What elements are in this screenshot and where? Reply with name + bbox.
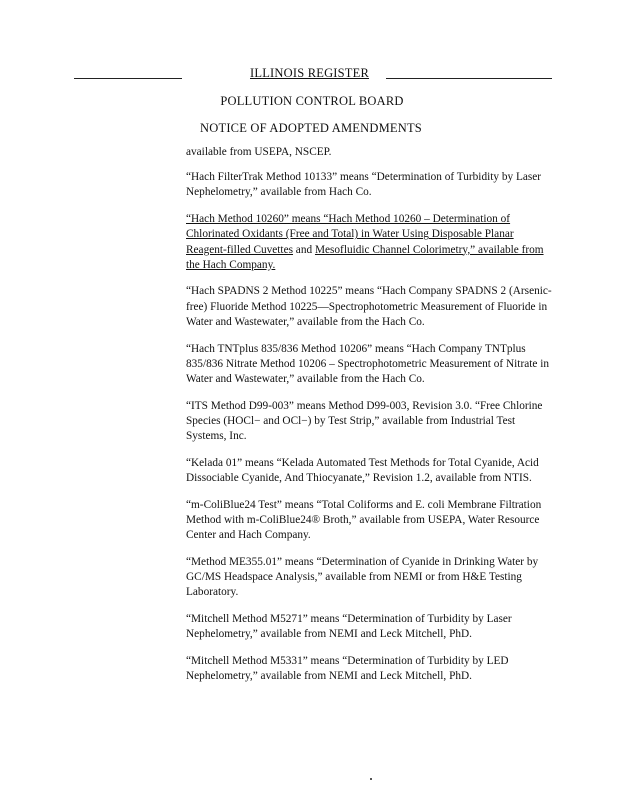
definition-hach-spadns: “Hach SPADNS 2 Method 10225” means “Hach Company SPADNS 2 (Arsenic-free) Fluoride Method 10225—Spectrophotometric Measurement of Fluoride in Water and Wastewater,” available from the Hach Co. bbox=[186, 285, 552, 328]
definition-hach-tntplus: “Hach TNTplus 835/836 Method 10206” means “Hach Company TNTplus 835/836 Nitrate Method 10206 – Spectrophotometric Measurement of Nitrate in Water and Wastewater,” available from the Hach Co. bbox=[186, 342, 549, 385]
board-title: POLLUTION CONTROL BOARD bbox=[220, 94, 404, 108]
inserted-text-2: Mesofluidic Channel Colorimetry,” available from the Hach Company. bbox=[186, 243, 544, 271]
notice-title: NOTICE OF ADOPTED AMENDMENTS bbox=[200, 121, 422, 135]
register-title: ILLINOIS REGISTER bbox=[250, 66, 370, 80]
definition-kelada: “Kelada 01” means “Kelada Automated Test Methods for Total Cyanide, Acid Dissociable Cyanide, And Thiocyanate,” Revision 1.2, available from NTIS. bbox=[186, 456, 539, 484]
definition-hach-filtertrak: “Hach FilterTrak Method 10133” means “Determination of Turbidity by Laser Nephelometry,” available from Hach Co. bbox=[186, 171, 542, 199]
definition-hach-10260 bbox=[186, 212, 554, 273]
definition-mitchell-m5331: “Mitchell Method M5331” means “Determination of Turbidity by LED Nephelometry,” available from NEMI and Leck Mitchell, PhD. bbox=[186, 654, 509, 682]
register-header bbox=[74, 66, 552, 82]
continuation-line: available from USEPA, NSCEP. bbox=[186, 146, 332, 158]
definition-m-coliblue: “m-ColiBlue24 Test” means “Total Coliforms and E. coli Membrane Filtration Method with m-ColiBlue24® Broth,” available from USEPA, Water Resource Center and Hach Company. bbox=[186, 498, 542, 542]
definition-me355: “Method ME355.01” means “Determination of Cyanide in Drinking Water by GC/MS Headspace Analysis,” available from NEMI or from H&E Testing Laboratory. bbox=[186, 555, 539, 599]
scan-speck bbox=[370, 778, 372, 780]
plain-text: and bbox=[292, 243, 315, 256]
definitions-body bbox=[186, 145, 554, 696]
header-rule-left bbox=[74, 78, 182, 79]
header-rule-right bbox=[386, 78, 552, 79]
definition-its-d99: “ITS Method D99-003” means Method D99-003, Revision 3.0. “Free Chlorine Species (HOCl− and OCl−) by Test Strip,” available from Industrial Test Systems, Inc. bbox=[186, 399, 543, 443]
inserted-text: “Hach Method 10260” means “Hach Method 10260 – Determination of Chlorinated Oxidants (Free and Total) in Water Using Disposable Planar Reagent-filled Cuvettes bbox=[186, 213, 514, 256]
definition-mitchell-m5271: “Mitchell Method M5271” means “Determination of Turbidity by Laser Nephelometry,” available from NEMI and Leck Mitchell, PhD. bbox=[186, 612, 512, 641]
